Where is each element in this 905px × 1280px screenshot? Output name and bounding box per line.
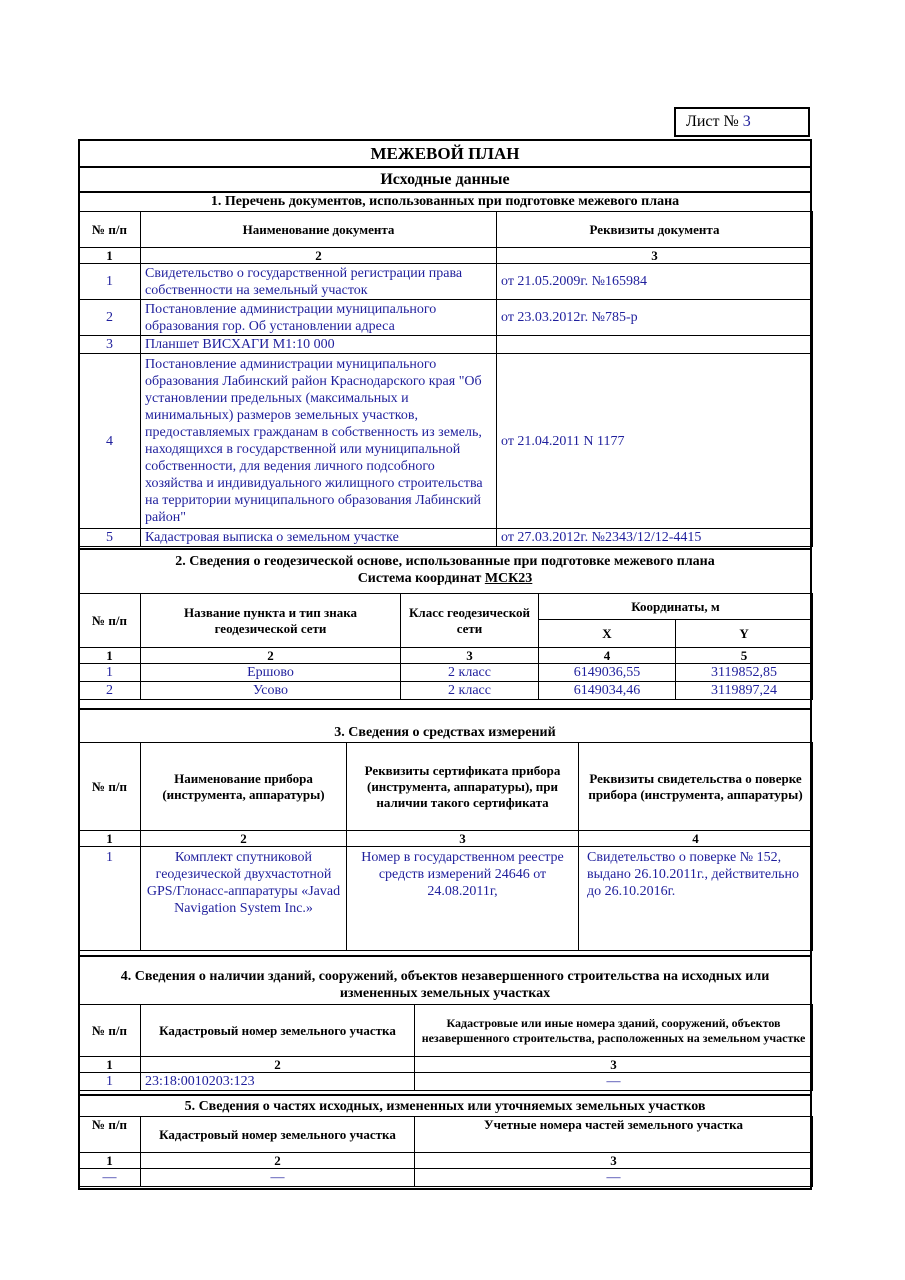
device-name: Комплект спутниковой геодезической двухчастотной GPS/Глонасс-аппаратуры «Javad Navigation System Inc.» xyxy=(141,847,347,951)
col-header-objects: Кадастровые или иные номера зданий, сооружений, объектов незавершенного строительства, расположенных на земельном участке xyxy=(415,1005,813,1057)
col-number: 1 xyxy=(79,648,141,664)
divider xyxy=(78,1094,812,1096)
coord-x: 6149036,55 xyxy=(539,664,676,682)
point-name: Усово xyxy=(141,682,401,700)
section4-table xyxy=(78,1004,813,1091)
col-number: 3 xyxy=(347,831,579,847)
row-number: 1 xyxy=(79,1073,141,1091)
table-row xyxy=(79,682,813,700)
doc-name: Кадастровая выписка о земельном участке xyxy=(141,529,497,547)
section3-title: 3. Сведения о средствах измерений xyxy=(334,725,556,740)
coord-y: 3119852,85 xyxy=(676,664,813,682)
col-number: 2 xyxy=(141,831,347,847)
table-row xyxy=(79,529,813,547)
doc-details xyxy=(497,336,813,354)
col-number: 3 xyxy=(497,248,813,264)
col-number: 4 xyxy=(539,648,676,664)
col-number: 1 xyxy=(79,1057,141,1073)
coordinate-system-value: МСК23 xyxy=(484,571,533,586)
divider xyxy=(78,708,812,710)
row-number: 2 xyxy=(79,682,141,700)
col-header-device: Наименование прибора (инструмента, аппаратуры) xyxy=(141,743,347,831)
row-number: — xyxy=(79,1169,141,1187)
table-row xyxy=(79,336,813,354)
verification-details: Свидетельство о поверке № 152, выдано 26.10.2011г., действительно до 26.10.2016г. xyxy=(579,847,813,951)
col-number: 2 xyxy=(141,1057,415,1073)
col-header-number: № п/п xyxy=(79,743,141,831)
part-numbers: — xyxy=(415,1169,813,1187)
table-row xyxy=(79,1169,813,1187)
col-header-number: № п/п xyxy=(79,1117,141,1153)
doc-details: от 23.03.2012г. №785-р xyxy=(497,300,813,336)
col-header-point-name: Название пункта и тип знака геодезической сети xyxy=(141,594,401,648)
row-number: 3 xyxy=(79,336,141,354)
doc-details: от 21.04.2011 N 1177 xyxy=(497,354,813,529)
coord-y: 3119897,24 xyxy=(676,682,813,700)
divider xyxy=(78,955,812,957)
row-number: 1 xyxy=(79,847,141,951)
col-header-verification: Реквизиты свидетельства о поверке прибора (инструмента, аппаратуры) xyxy=(579,743,813,831)
point-class: 2 класс xyxy=(401,664,539,682)
sheet-label: Лист № xyxy=(686,113,739,130)
section1-table xyxy=(78,211,813,547)
table-row xyxy=(79,664,813,682)
col-number: 1 xyxy=(79,248,141,264)
doc-details: от 21.05.2009г. №165984 xyxy=(497,264,813,300)
col-number: 1 xyxy=(79,1153,141,1169)
coordinate-system-line xyxy=(78,570,812,587)
col-header-cadastral: Кадастровый номер земельного участка xyxy=(141,1005,415,1057)
col-header-number: № п/п xyxy=(79,1005,141,1057)
col-header-doc-name: Наименование документа xyxy=(141,212,497,248)
certificate-details: Номер в государственном реестре средств измерений 24646 от 24.08.2011г, xyxy=(347,847,579,951)
row-number: 4 xyxy=(79,354,141,529)
col-header-x: X xyxy=(539,620,676,648)
plan-subtitle: Исходные данные xyxy=(380,171,510,188)
section2-title-block xyxy=(78,553,812,587)
section1-table-wrap xyxy=(78,211,812,547)
table-row xyxy=(79,354,813,529)
col-number: 2 xyxy=(141,648,401,664)
col-number: 5 xyxy=(676,648,813,664)
col-number: 3 xyxy=(415,1057,813,1073)
doc-details: от 27.03.2012г. №2343/12/12-4415 xyxy=(497,529,813,547)
col-header-parts: Учетные номера частей земельного участка xyxy=(415,1117,813,1153)
table-row xyxy=(79,264,813,300)
col-header-y: Y xyxy=(676,620,813,648)
sheet-number-box xyxy=(674,107,810,137)
cadastral-number: 23:18:0010203:123 xyxy=(141,1073,415,1091)
col-number: 3 xyxy=(415,1153,813,1169)
col-header-certificate: Реквизиты сертификата прибора (инструмента, аппаратуры), при наличии такого сертификата xyxy=(347,743,579,831)
section4-title: 4. Сведения о наличии зданий, сооружений, объектов незавершенного строительства на исходных или измененных земельных участках xyxy=(120,969,770,1001)
sheet-number: 3 xyxy=(742,113,751,130)
section5-table xyxy=(78,1116,813,1187)
col-header-doc-details: Реквизиты документа xyxy=(497,212,813,248)
col-number: 2 xyxy=(141,248,497,264)
divider xyxy=(78,548,812,550)
col-number: 1 xyxy=(79,831,141,847)
section2-title: 2. Сведения о геодезической основе, использованные при подготовке межевого плана xyxy=(175,554,715,569)
point-class: 2 класс xyxy=(401,682,539,700)
row-number: 1 xyxy=(79,664,141,682)
row-number: 1 xyxy=(79,264,141,300)
table-row xyxy=(79,847,813,951)
doc-name: Свидетельство о государственной регистрации права собственности на земельный участок xyxy=(141,264,497,300)
section1-title: 1. Перечень документов, использованных при подготовке межевого плана xyxy=(210,194,680,209)
coordinate-system-label: Система координат xyxy=(357,571,482,586)
doc-name: Планшет ВИСХАГИ М1:10 000 xyxy=(141,336,497,354)
table-row xyxy=(79,300,813,336)
col-number: 2 xyxy=(141,1153,415,1169)
col-header-cadastral: Кадастровый номер земельного участка xyxy=(141,1117,415,1153)
objects-numbers: — xyxy=(415,1073,813,1091)
row-number: 5 xyxy=(79,529,141,547)
doc-name: Постановление администрации муниципального образования Лабинский район Краснодарского края "Об установлении предельных (максимальных и минимальных) размеров земельных участков, предоставляемых гражданам в собственность из земель, находящихся в государственной или муниципальной собственности, для ведения личного подсобного хозяйства и индивидуального жилищного строительства на территории муниципального образования Лабинский район" xyxy=(141,354,497,529)
col-number: 3 xyxy=(401,648,539,664)
col-header-class: Класс геодезической сети xyxy=(401,594,539,648)
section3-table xyxy=(78,742,813,951)
col-header-number: № п/п xyxy=(79,594,141,648)
section4-table-wrap xyxy=(78,1004,812,1091)
table-row xyxy=(79,1073,813,1091)
section3-table-wrap xyxy=(78,742,812,951)
point-name: Ершово xyxy=(141,664,401,682)
plan-title: МЕЖЕВОЙ ПЛАН xyxy=(370,144,520,163)
col-header-coordinates: Координаты, м xyxy=(539,594,813,620)
doc-name: Постановление администрации муниципального образования гор. Об установлении адреса xyxy=(141,300,497,336)
col-header-number: № п/п xyxy=(79,212,141,248)
section2-table xyxy=(78,593,813,700)
coord-x: 6149034,46 xyxy=(539,682,676,700)
section5-table-wrap xyxy=(78,1116,812,1187)
col-number: 4 xyxy=(579,831,813,847)
section2-table-wrap xyxy=(78,593,812,700)
cadastral-number: — xyxy=(141,1169,415,1187)
row-number: 2 xyxy=(79,300,141,336)
section5-title: 5. Сведения о частях исходных, измененных или уточняемых земельных участков xyxy=(184,1099,706,1114)
